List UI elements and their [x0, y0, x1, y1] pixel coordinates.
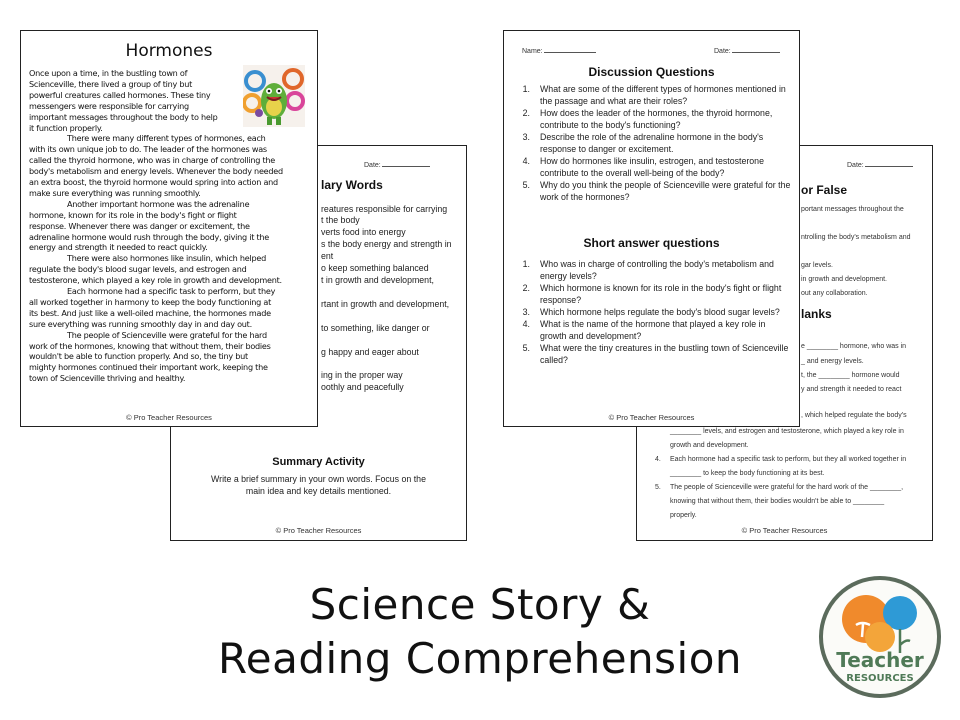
true-false-heading: or False: [801, 183, 848, 197]
fill-blank-line: t, the ________ hormone would: [801, 372, 900, 379]
date-label: Date:: [714, 48, 731, 55]
vocabulary-definition-line: rtant in growth and development,: [321, 299, 450, 309]
story-text-line: testosterone, which played a key role in growth and development.: [29, 275, 282, 286]
copyright-footer: © Pro Teacher Resources: [741, 526, 828, 535]
question-text: Why do you think the people of Scienceville were grateful for the work of the hormones?: [540, 180, 791, 202]
vocabulary-definition-line: to something, like danger or: [321, 323, 430, 333]
true-false-statement: out any collaboration.: [801, 290, 868, 297]
date-field: [847, 162, 913, 169]
story-text-line: powerful creatures called hormones. These tiny: [29, 89, 211, 100]
story-text-line: body's metabolism and energy levels. Whenever the body needed: [29, 166, 283, 177]
story-text-line: Another important hormone was the adrenaline: [67, 198, 250, 209]
discussion-heading: Discussion Questions: [588, 65, 715, 79]
vocabulary-heading: lary Words: [321, 178, 383, 192]
vocabulary-definition-line: o keep something balanced: [321, 263, 429, 273]
blank-item-4: ________ to keep the body functioning at its best.: [670, 470, 825, 477]
true-false-statement: portant messages throughout the: [801, 206, 904, 213]
short-answer-heading: Short answer questions: [583, 236, 720, 250]
vocabulary-definition-line: reatures responsible for carrying: [321, 204, 448, 214]
name-field: [522, 48, 596, 55]
story-text-line: an extra boost, the thyroid hormone would spring into action and: [29, 177, 278, 187]
question-text: What is the name of the hormone that played a key role in growth and development?: [540, 319, 766, 341]
question-number: 3.: [522, 307, 530, 317]
blank-item-4: Each hormone had a specific task to perform, but they all worked together in: [670, 456, 907, 463]
story-text-line: with its own unique job to do. The leader of the hormones was: [29, 144, 267, 155]
fill-blanks-heading: lanks: [801, 307, 832, 321]
question-item: [514, 318, 794, 342]
vocabulary-definition-line: s the body energy and strength in: [321, 239, 452, 249]
question-number: 4.: [522, 319, 530, 329]
fill-blank-line: y and strength it needed to react: [801, 386, 902, 393]
name-label: Name:: [522, 48, 543, 55]
logo-wordmark-teacher: Teacher: [836, 648, 924, 672]
banner-title-line-1: Science Story &: [309, 580, 651, 629]
story-text-line: adrenaline hormone would rush through the body, giving it the: [29, 231, 270, 242]
story-page: [20, 30, 318, 427]
vocabulary-definition-line: verts food into energy: [321, 227, 406, 237]
question-item: [514, 83, 794, 107]
story-text-line: Each hormone had a specific task to perform, but they: [67, 286, 276, 296]
question-text: How do hormones like insulin, estrogen, and testosterone contribute to the overall well-being of the body?: [540, 156, 764, 178]
story-text-line: The people of Scienceville were grateful for the hard: [67, 329, 267, 340]
story-text-line: make sure everything was running smoothly.: [29, 187, 201, 198]
date-label: Date:: [847, 162, 864, 169]
question-item: [514, 258, 794, 282]
story-text-line: important messages throughout the body to help: [29, 111, 218, 122]
story-text-line: wouldn't be able to function properly. And so, the tiny but: [29, 351, 248, 362]
story-text-line: Scienceville, there lived a group of tiny but: [29, 78, 193, 89]
question-number: 2.: [522, 283, 530, 293]
logo-wordmark-resources: RESOURCES: [846, 673, 914, 684]
vocabulary-definition-line: oothly and peacefully: [321, 382, 404, 392]
question-text: How does the leader of the hormones, the thyroid hormone, contribute to the body's functioning?: [540, 108, 773, 130]
date-label: Date:: [364, 162, 381, 169]
question-number: 4.: [522, 156, 530, 166]
blank-item-5: The people of Scienceville were grateful for the hard work of the ________,: [670, 484, 904, 491]
true-false-statement: gar levels.: [801, 262, 833, 269]
question-item: [514, 179, 794, 203]
question-text: Describe the role of the adrenaline hormone in the body's response to danger or excitement.: [540, 132, 764, 154]
fill-blank-line: e ________ hormone, who was in: [801, 343, 907, 350]
vocabulary-definition-line: t in growth and development,: [321, 275, 434, 285]
copyright-footer: © Pro Teacher Resources: [126, 413, 212, 422]
vocabulary-definition-line: g happy and eager about: [321, 347, 419, 357]
story-text-line: hormone, known for its role in the body's fight or flight: [29, 209, 237, 220]
blank-item-5: properly.: [670, 512, 697, 519]
story-text-line: energy and strength it needed to react quickly.: [29, 242, 208, 253]
story-text-line: messengers were responsible for carrying: [29, 100, 189, 111]
story-text-line: mighty hormones continued their important work, keeping the: [29, 362, 268, 373]
story-text-line: work of the hormones, knowing that without them, their bodies: [29, 340, 271, 351]
hormone-monster-illustration: [243, 65, 305, 127]
blank-item-3-cont: growth and development.: [670, 442, 749, 449]
story-text-line: its best. And just like a well-oiled machine, the hormones made: [29, 307, 271, 318]
story-text-line: Once upon a time, in the bustling town of: [29, 68, 188, 78]
story-text-line: sure everything was running smoothly day in and day out.: [29, 318, 252, 329]
summary-instructions-2: main idea and key details mentioned.: [245, 486, 392, 496]
question-text: What are some of the different types of hormones mentioned in the passage and what are their roles?: [540, 84, 786, 106]
date-field: [364, 162, 430, 169]
vocabulary-definition-line: ing in the proper way: [321, 370, 403, 380]
summary-heading: Summary Activity: [272, 456, 365, 468]
story-text-line: all worked together in harmony to keep the body functioning at: [29, 296, 271, 307]
summary-instructions-1: Write a brief summary in your own words. Focus on the: [211, 474, 426, 484]
fill-blank-line: _ and energy levels.: [801, 358, 864, 365]
question-number: 1.: [522, 259, 530, 269]
question-item: [514, 155, 794, 179]
blank-item-3-cont: ________ levels, and estrogen and testosterone, which played a key role in: [670, 428, 904, 435]
true-false-statement: in growth and development.: [801, 276, 887, 283]
story-text-line: There were many different types of hormones, each: [67, 133, 266, 144]
vocabulary-definition-line: t the body: [321, 215, 360, 225]
story-text-line: regulate the body's blood sugar levels, and estrogen and: [29, 264, 247, 275]
question-number: 5.: [522, 343, 530, 353]
question-text: Which hormone is known for its role in the body's fight or flight response?: [540, 283, 782, 305]
teacher-resources-logo: [818, 575, 942, 699]
blank-item-number: 4.: [655, 456, 661, 463]
true-false-statement: ntrolling the body's metabolism and: [801, 234, 911, 241]
question-text: What were the tiny creatures in the bustling town of Scienceville called?: [540, 343, 789, 365]
blank-item-5: knowing that without them, their bodies wouldn't be able to ________: [670, 498, 885, 505]
question-item: [514, 342, 794, 366]
banner-title-line-2: Reading Comprehension: [217, 634, 743, 683]
story-title: Hormones: [125, 41, 213, 61]
question-number: 2.: [522, 108, 530, 118]
fill-blank-line: , which helped regulate the body's: [801, 412, 907, 419]
vocabulary-definition-line: ent: [321, 251, 334, 261]
date-field: [714, 48, 780, 55]
question-number: 1.: [522, 84, 530, 94]
question-item: [514, 131, 794, 155]
question-item: [514, 107, 794, 131]
story-text-line: it function properly.: [29, 122, 103, 133]
blank-item-number: 5.: [655, 484, 661, 491]
question-number: 3.: [522, 132, 530, 142]
story-text-line: There were also hormones like insulin, which helped: [67, 253, 266, 264]
story-text-line: response. Whenever there was danger or excitement, the: [29, 220, 250, 231]
copyright-footer: © Pro Teacher Resources: [608, 413, 695, 422]
question-text: Which hormone helps regulate the body's blood sugar levels?: [540, 307, 780, 317]
question-item: [514, 282, 794, 306]
question-number: 5.: [522, 180, 530, 190]
story-text-line: town of Scienceville thriving and healthy.: [29, 373, 186, 384]
story-text-line: called the thyroid hormone, who was in charge of controlling the: [29, 155, 276, 166]
copyright-footer: © Pro Teacher Resources: [275, 526, 362, 535]
question-item: [514, 306, 794, 318]
question-text: Who was in charge of controlling the body's metabolism and energy levels?: [540, 259, 774, 281]
questions-worksheet-page: [503, 30, 800, 427]
